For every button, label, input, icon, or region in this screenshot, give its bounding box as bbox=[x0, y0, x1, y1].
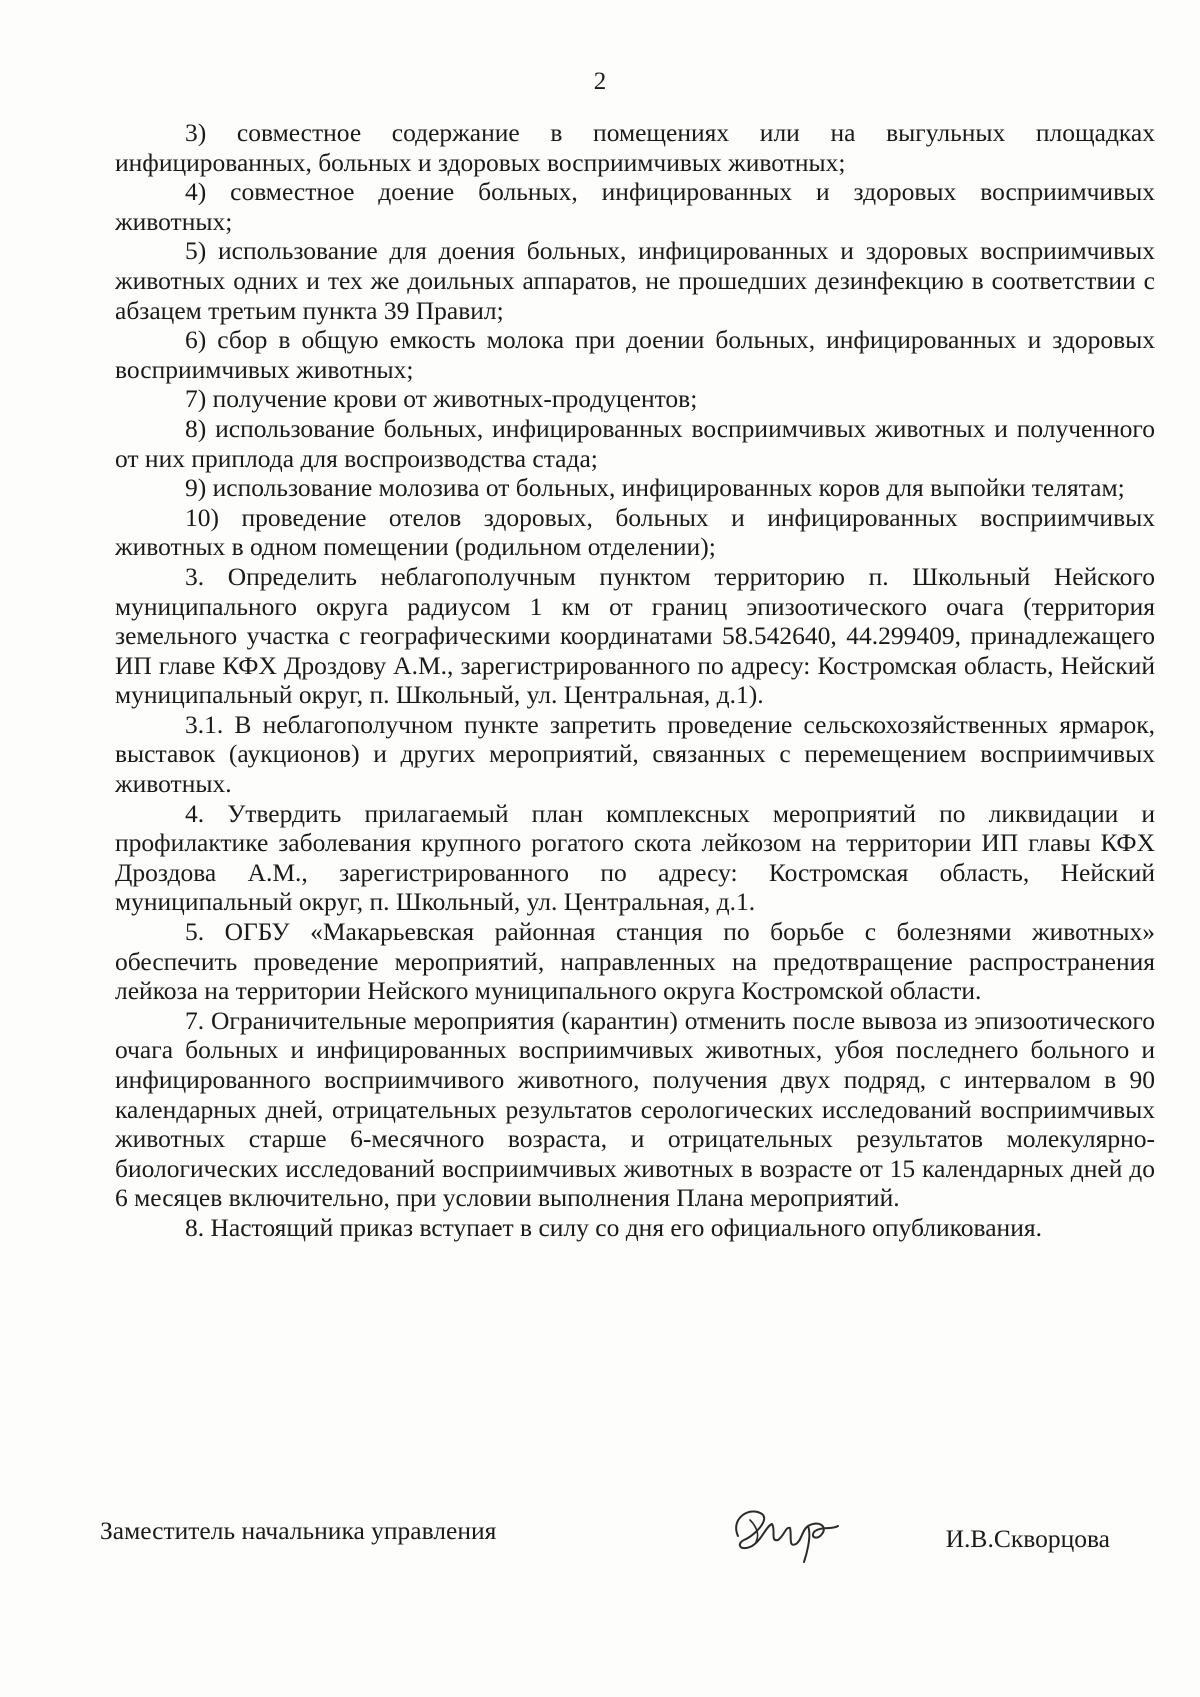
document-body bbox=[115, 118, 1155, 1243]
paragraph-item-9: 9) использование молозива от больных, инфицированных коров для выпойки телятам; bbox=[185, 473, 1125, 503]
paragraph-item-10: 10) проведение отелов здоровых, больных и инфицированных восприимчивых животных в одном помещении (родильном отделении); bbox=[115, 502, 1155, 562]
paragraph-clause-3-1: 3.1. В неблагополучном пункте запретить проведение сельскохозяйственных ярмарок, выставок (аукционов) и других мероприятий, связанных с перемещением восприимчивых животных. bbox=[115, 709, 1155, 799]
signature-block bbox=[100, 1508, 1140, 1568]
paragraph-clause-8: 8. Настоящий приказ вступает в силу со дня его официального опубликования. bbox=[185, 1212, 1042, 1242]
paragraph-item-7: 7) получение крови от животных-продуцентов; bbox=[185, 384, 698, 414]
paragraph-clause-4: 4. Утвердить прилагаемый план комплексных мероприятий по ликвидации и профилактике заболевания крупного рогатого скота лейкозом на территории ИП главы КФХ Дроздова А.М., зарегистрированного по адресу: Костромская область, Нейский муниципальный округ, п. Школьный, ул. Центральная, д.1. bbox=[115, 798, 1155, 917]
paragraph-clause-3: 3. Определить неблагополучным пунктом территорию п. Школьный Нейского муниципального округа радиусом 1 км от границ эпизоотического очага (территория земельного участка с географическими координатами 58.542640, 44.299409, принадлежащего ИП главе КФХ Дроздову А.М., зарегистрированного по адресу: Костромская область, Нейский муниципальный округ, п. Школьный, ул. Центральная, д.1). bbox=[115, 561, 1155, 710]
paragraph-clause-7: 7. Ограничительные мероприятия (карантин) отменить после вывоза из эпизоотического очага больных и инфицированных восприимчивых животных, убоя последнего больного и инфицированного восприимчивого животного, получения двух подряд, с интервалом в 90 календарных дней, отрицательных результатов серологических исследований восприимчивых животных старше 6-месячного возраста, и отрицательных результатов молекулярно-биологических исследований восприимчивых животных в возрасте от 15 календарных дней до 6 месяцев включительно, при условии выполнения Плана мероприятий. bbox=[115, 1005, 1155, 1213]
signatory-title: Заместитель начальника управления bbox=[100, 1516, 497, 1545]
paragraph-item-6: 6) сбор в общую емкость молока при доении больных, инфицированных и здоровых восприимчивых животных; bbox=[115, 325, 1155, 384]
handwritten-signature bbox=[710, 1496, 860, 1566]
paragraph-clause-5: 5. ОГБУ «Макарьевская районная станция по борьбе с болезнями животных» обеспечить проведение мероприятий, направленных на предотвращение распространения лейкоза на территории Нейского муниципального округа Костромской области. bbox=[115, 917, 1155, 1006]
paragraph-item-8: 8) использование больных, инфицированных восприимчивых животных и полученного от них приплода для воспроизводства стада; bbox=[115, 413, 1155, 473]
paragraph-item-4: 4) совместное доение больных, инфицированных и здоровых восприимчивых животных; bbox=[115, 177, 1155, 236]
signatory-name: И.В.Скворцова bbox=[945, 1524, 1110, 1553]
page-number: 2 bbox=[593, 68, 607, 95]
paragraph-item-5: 5) использование для доения больных, инфицированных и здоровых восприимчивых животных одних и тех же доильных аппаратов, не прошедших дезинфекцию в соответствии с абзацем третьим пункта 39 Правил; bbox=[115, 236, 1155, 325]
paragraph-item-3: 3) совместное содержание в помещениях или на выгульных площадках инфицированных, больных и здоровых восприимчивых животных; bbox=[115, 118, 1155, 177]
